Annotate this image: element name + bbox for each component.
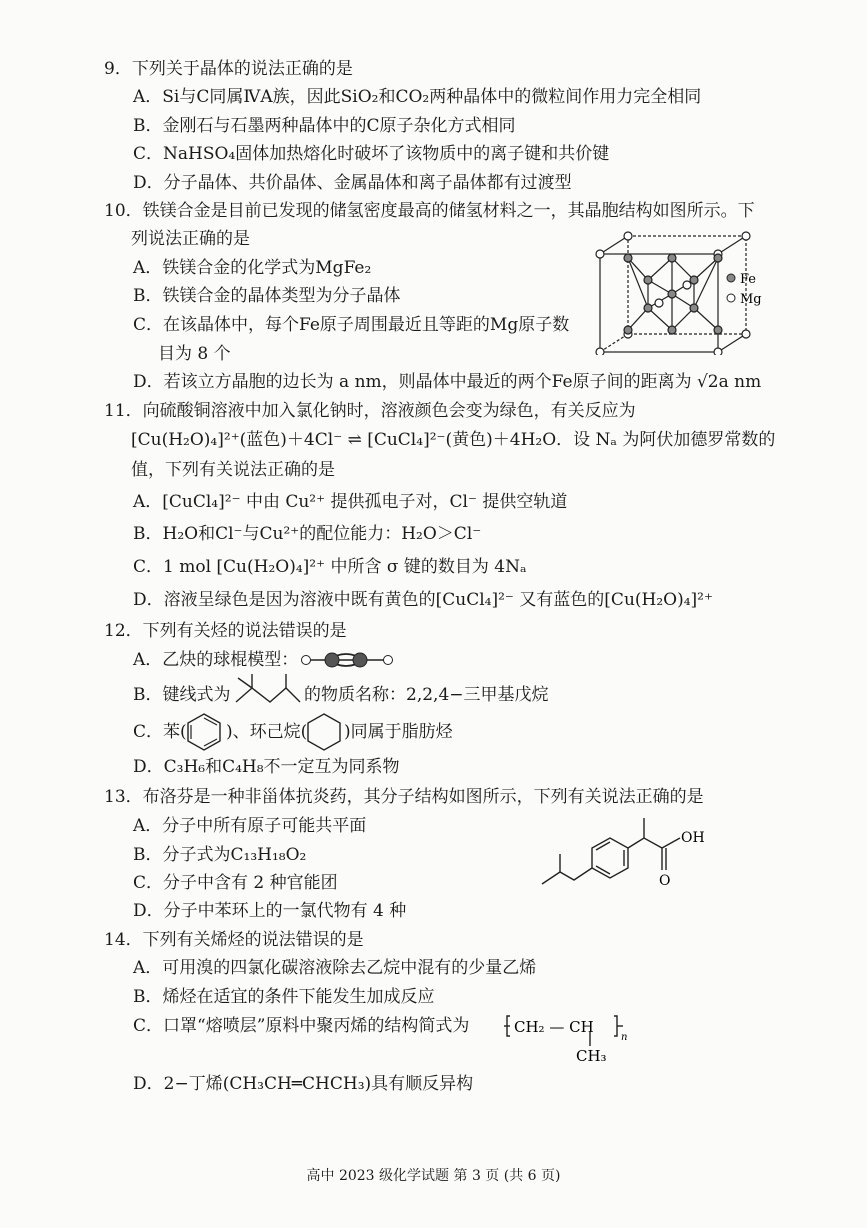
q14-stem: 14．下列有关烯烃的说法错误的是 — [104, 930, 364, 950]
q12-stem: 12．下列有关烃的说法错误的是 — [104, 621, 347, 641]
q9-option-a: A．Si与C同属ⅣA族，因此SiO₂和CO₂两种晶体中的微粒间作用力完全相同 — [133, 87, 702, 107]
mg-legend-icon — [727, 294, 735, 302]
q14-option-c: C．口罩“熔喷层”原料中聚丙烯的结构简式为 — [133, 1016, 470, 1036]
q12-option-b-prefix: B．键线式为 — [133, 685, 231, 705]
q14-option-d: D．2−丁烯(CH₃CH═CHCH₃)具有顺反异构 — [133, 1074, 474, 1094]
ibuprofen-oh-label: OH — [681, 830, 705, 846]
ibuprofen-structure — [540, 810, 720, 905]
q11-option-a: A．[CuCl₄]²⁻ 中由 Cu²⁺ 提供孤电子对，Cl⁻ 提供空轨道 — [133, 492, 568, 512]
q11-stem-line1: 11．向硫酸铜溶液中加入氯化钠时，溶液颜色会变为绿色，有关反应为 — [104, 401, 636, 421]
q9-option-b: B．金刚石与石墨两种晶体中的C原子杂化方式相同 — [133, 116, 516, 136]
crystal-cell-figure — [590, 230, 770, 355]
q13-option-d: D．分子中苯环上的一氯代物有 4 种 — [133, 901, 407, 921]
q10-option-a: A．铁镁合金的化学式为MgFe₂ — [133, 258, 372, 278]
q10-stem-line1: 10．铁镁合金是目前已发现的储氢密度最高的储氢材料之一，其晶胞结构如图所示。下 — [104, 201, 755, 221]
q12-option-c-part3: )同属于脂肪烃 — [344, 722, 453, 742]
q11-option-b: B．H₂O和Cl⁻与Cu²⁺的配位能力：H₂O＞Cl⁻ — [133, 524, 482, 544]
q12-option-c-part2: )、环己烷( — [226, 722, 308, 742]
polypropylene-methyl: CH₃ — [576, 1047, 607, 1064]
q9-option-c: C．NaHSO₄固体加热熔化时破坏了该物质中的离子键和共价键 — [133, 144, 610, 164]
q10-option-c-line1: C．在该晶体中，每个Fe原子周围最近且等距的Mg原子数 — [133, 315, 570, 335]
cyclohexane-ring — [304, 712, 344, 752]
q14-option-a: A．可用溴的四氯化碳溶液除去乙烷中混有的少量乙烯 — [133, 958, 537, 978]
q12-option-d: D．C₃H₆和C₄H₈不一定互为同系物 — [133, 757, 400, 777]
q13-option-c: C．分子中含有 2 种官能团 — [133, 873, 338, 893]
fe-legend-label: Fe — [740, 272, 757, 287]
q13-stem: 13．布洛芬是一种非甾体抗炎药，其分子结构如图所示，下列有关说法正确的是 — [104, 787, 704, 807]
q11-stem-line3: 值，下列有关说法正确的是 — [131, 460, 335, 480]
q11-option-c: C．1 mol [Cu(H₂O)₄]²⁺ 中所含 σ 键的数目为 4Nₐ — [133, 557, 527, 577]
q10-option-d: D．若该立方晶胞的边长为 a nm，则晶体中最近的两个Fe原子间的距离为 √2a nm — [133, 372, 762, 392]
q12-option-b-suffix: 的物质名称：2,2,4−三甲基戊烷 — [304, 685, 549, 705]
benzene-ring — [184, 712, 224, 752]
q9-stem: 9．下列关于晶体的说法正确的是 — [104, 59, 353, 79]
acetylene-ball-stick-model — [298, 647, 398, 673]
q11-option-d: D．溶液呈绿色是因为溶液中既有黄色的[CuCl₄]²⁻ 又有蓝色的[Cu(H₂O)₄]²⁺ — [133, 590, 713, 610]
mg-legend-label: Mg — [740, 292, 762, 307]
polypropylene-backbone: CH₂ — CH — [514, 1018, 594, 1036]
q10-option-b: B．铁镁合金的晶体类型为分子晶体 — [133, 286, 401, 306]
q11-stem-line2: [Cu(H₂O)₄]²⁺(蓝色)＋4Cl⁻ ⇌ [CuCl₄]²⁻(黄色)＋4H₂O．设 Nₐ 为阿伏加德罗常数的 — [131, 430, 776, 450]
q10-option-c-line2: 目为 8 个 — [158, 344, 231, 364]
polypropylene-n-subscript: n — [621, 1032, 628, 1043]
polypropylene-formula — [502, 1008, 632, 1064]
trimethylpentane-skeletal — [232, 672, 304, 706]
q12-option-a: A．乙炔的球棍模型： — [133, 650, 299, 670]
ibuprofen-o-label: O — [659, 873, 671, 889]
q13-option-b: B．分子式为C₁₃H₁₈O₂ — [133, 845, 307, 865]
q10-stem-line2: 列说法正确的是 — [131, 229, 250, 249]
q13-option-a: A．分子中所有原子可能共平面 — [133, 816, 367, 836]
q14-option-b: B．烯烃在适宜的条件下能发生加成反应 — [133, 987, 435, 1007]
q9-option-d: D．分子晶体、共价晶体、金属晶体和离子晶体都有过渡型 — [133, 173, 572, 193]
fe-legend-icon — [727, 274, 735, 282]
q12-option-c-part1: C．苯( — [133, 722, 187, 742]
page-footer: 高中 2023 级化学试题 第 3 页 (共 6 页) — [306, 1168, 561, 1184]
